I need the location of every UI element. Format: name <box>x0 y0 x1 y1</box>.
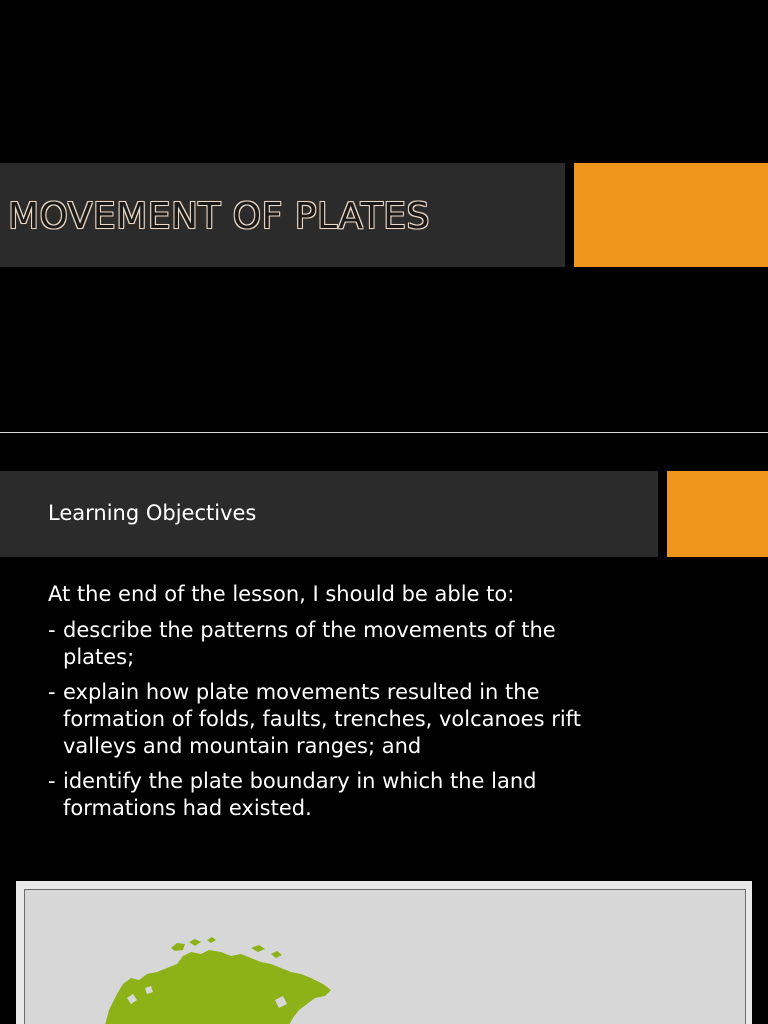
bullet-dash: - <box>48 769 56 793</box>
list-item-text: explain how plate movements resulted in the formation of folds, faults, trenches, volcanoes rift valleys and mountain ranges; and <box>63 680 581 758</box>
continent-map-icon <box>25 890 745 1024</box>
section-heading: Learning Objectives <box>48 501 257 525</box>
objectives-list <box>48 617 688 830</box>
list-item-text: identify the plate boundary in which the land formations had existed. <box>63 769 537 820</box>
island-shape <box>271 951 282 958</box>
island-shape <box>171 943 185 951</box>
map-panel <box>24 889 746 1024</box>
list-item <box>48 617 688 671</box>
list-item-text: describe the patterns of the movements of the plates; <box>63 618 556 669</box>
bullet-dash: - <box>48 618 56 642</box>
accent-block <box>667 471 768 557</box>
island-shape <box>251 945 265 952</box>
list-item <box>48 679 688 760</box>
list-item <box>48 768 688 822</box>
intro-text: At the end of the lesson, I should be able to: <box>48 582 515 606</box>
island-shape <box>189 939 201 946</box>
slide-learning-objectives <box>0 433 768 865</box>
slide-title <box>0 0 768 432</box>
bullet-dash: - <box>48 680 56 704</box>
accent-block <box>574 163 768 267</box>
slide-map <box>0 865 768 1024</box>
island-shape <box>207 937 216 943</box>
slide-title-text: MOVEMENT OF PLATES <box>8 196 430 237</box>
landmass-shape <box>105 950 331 1024</box>
